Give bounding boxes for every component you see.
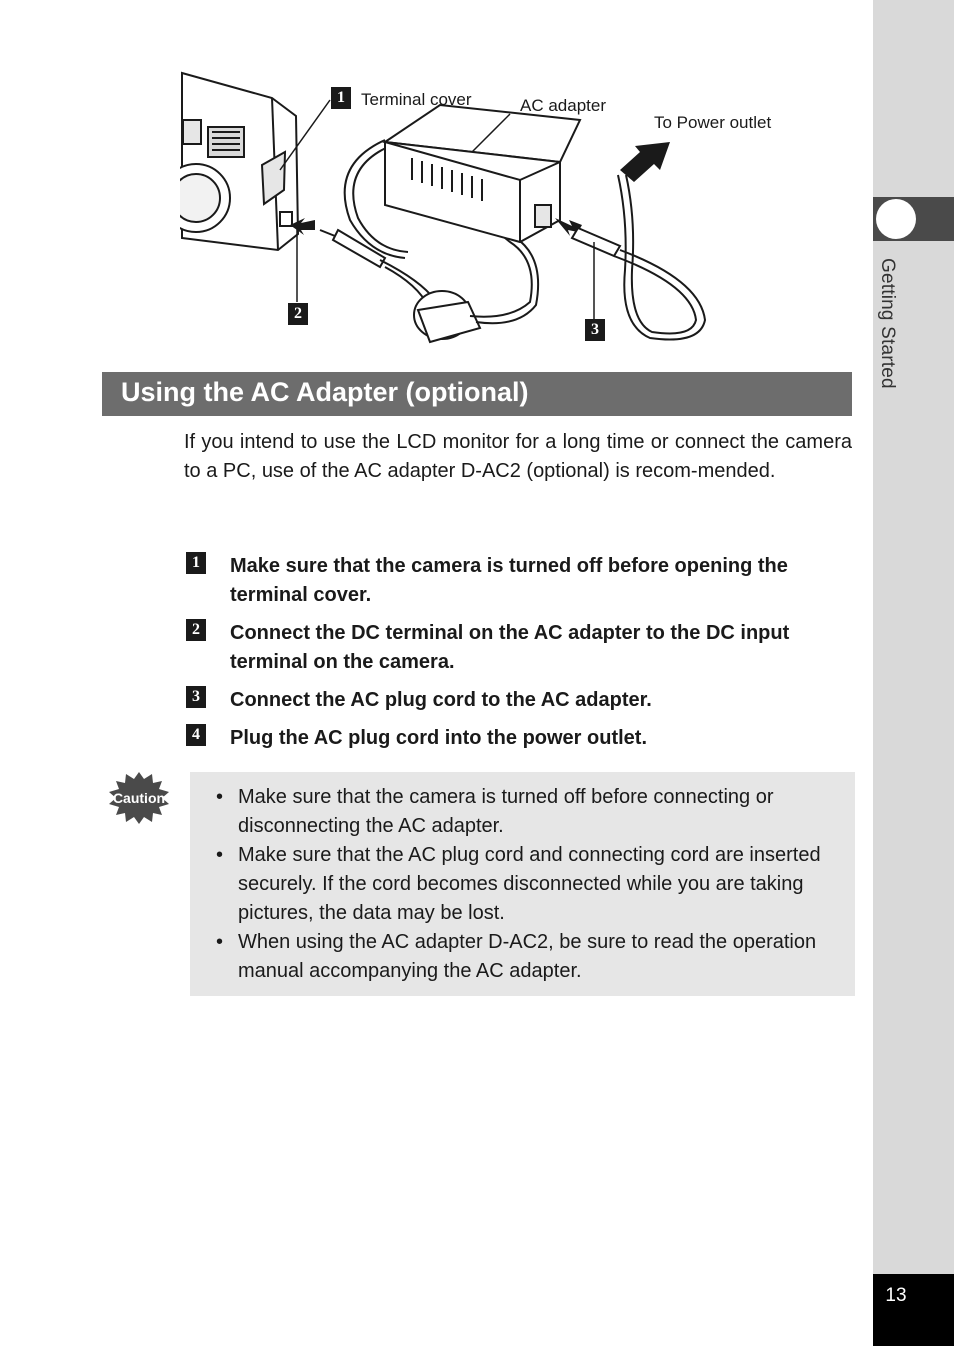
arrow-to-outlet-icon <box>620 142 670 182</box>
terminal-cover-label: Terminal cover <box>361 90 472 109</box>
page-number: 13 <box>885 1285 907 1306</box>
callout-2: 2 <box>288 303 308 325</box>
intro-paragraph: If you intend to use the LCD monitor for a long time or connect the camera to a PC, use of the AC adapter D-AC2 (optional) is recom-mended. <box>184 431 852 482</box>
step-2-number: 2 <box>186 619 206 641</box>
step-4-text: Plug the AC plug cord into the power outlet. <box>230 727 648 749</box>
ac-adapter-illustration-body <box>385 105 580 242</box>
step-3-text: Connect the AC plug cord to the AC adapter. <box>230 689 652 711</box>
step-3-number: 3 <box>186 686 206 708</box>
caution-icon <box>106 770 172 826</box>
step-2-text: Connect the DC terminal on the AC adapter to the DC input terminal on the camera. <box>230 622 790 673</box>
caution-item: • When using the AC adapter D-AC2, be sure to read the operation manual accompanying the AC adapter. <box>216 931 817 982</box>
ac-plug-cord-illustration <box>572 175 705 340</box>
power-outlet-label: To Power outlet <box>654 113 772 132</box>
step-1-text: Make sure that the camera is turned off before opening the terminal cover. <box>230 555 788 606</box>
section-name-text: Getting Started <box>877 258 898 389</box>
caution-item-text: Make sure that the camera is turned off before connecting or disconnecting the AC adapter. <box>238 786 774 837</box>
callout-1: 1 <box>331 87 351 109</box>
step-4-number: 4 <box>186 724 206 746</box>
camera-illustration <box>180 73 298 250</box>
caution-item-text: Make sure that the AC plug cord and connecting cord are inserted securely. If the cord becomes disconnected while you are taking pictures, the data may be lost. <box>238 844 821 924</box>
ac-adapter-illustration <box>180 70 800 350</box>
callout-3: 3 <box>585 319 605 341</box>
caution-icon-label: Caution <box>112 790 166 806</box>
step-1-number: 1 <box>186 552 206 574</box>
ac-adapter-label: AC adapter <box>520 96 606 115</box>
caution-item: • Make sure that the camera is turned off before connecting or disconnecting the AC adapter. <box>216 786 774 837</box>
caution-item-text: When using the AC adapter D-AC2, be sure to read the operation manual accompanying the AC adapter. <box>238 931 817 982</box>
caution-list <box>216 783 836 986</box>
caution-item: • Make sure that the AC plug cord and connecting cord are inserted securely. If the cord becomes disconnected while you are taking pictures, the data may be lost. <box>216 844 821 924</box>
section-name <box>876 258 916 428</box>
chapter-circle-icon <box>876 199 916 239</box>
section-title: Using the AC Adapter (optional) <box>121 377 529 407</box>
illustration-svg <box>180 70 800 350</box>
